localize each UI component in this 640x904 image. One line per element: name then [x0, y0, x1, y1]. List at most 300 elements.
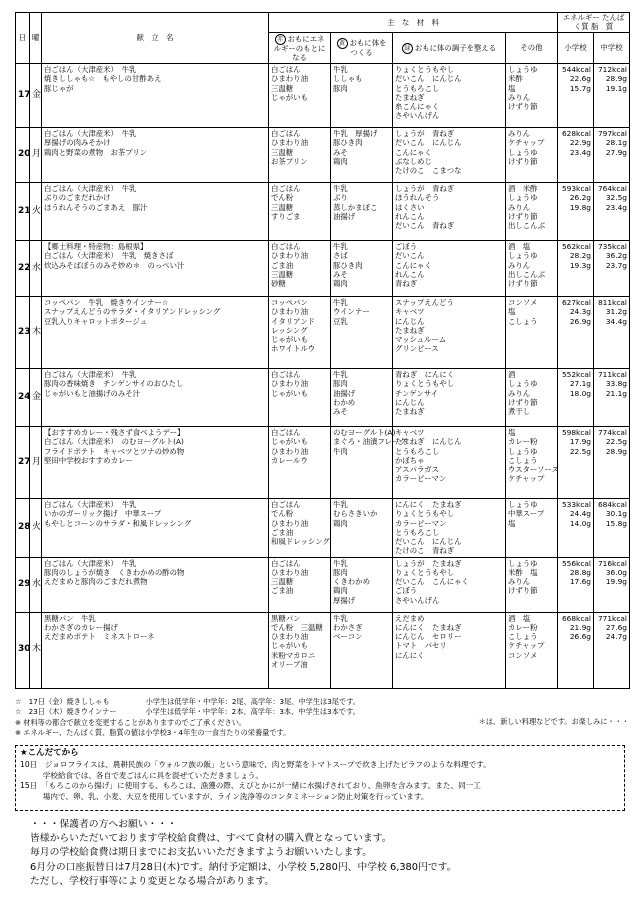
- row-red-item: ごま油: [271, 260, 294, 270]
- row-green: [393, 128, 506, 183]
- row-elementary: [558, 369, 594, 427]
- row-day: 27: [16, 427, 30, 499]
- row-dishes: [42, 297, 269, 369]
- row-other: [506, 183, 558, 241]
- menu-row: [16, 241, 630, 297]
- row-dishes-item: フライドポテト キャベツとツナの炒め物: [44, 446, 185, 456]
- row-red-item: でん粉: [271, 509, 294, 519]
- row-other-item: 塩: [508, 83, 516, 93]
- row-yellow-item: わかさぎ: [333, 622, 363, 632]
- row-elementary: [558, 128, 594, 183]
- row-elementary-value: 21.9g: [569, 622, 591, 632]
- row-junior-value: 22.5g: [605, 437, 627, 447]
- row-green-item: えだまめ: [395, 613, 425, 623]
- row-red-item: イタリアンド: [271, 316, 316, 326]
- row-green-item: カラーピーマン: [395, 474, 447, 484]
- row-elementary-value: 593kcal: [561, 184, 591, 194]
- row-day: 23: [16, 297, 30, 369]
- row-dishes-item: 白ごはん（大津産米） 牛乳: [44, 500, 137, 510]
- row-green-item: ごぼう: [395, 586, 418, 596]
- row-dishes-item: 鶏肉と野菜の煮物 お茶プリン: [44, 147, 148, 157]
- row-day: 21: [16, 183, 30, 241]
- row-junior: [594, 183, 630, 241]
- row-other-item: 酒 米酢: [508, 184, 538, 194]
- row-dishes-item: えだまめポテト ミネストローネ: [44, 632, 155, 642]
- row-green: [393, 499, 506, 558]
- row-red-item: ひまわり油: [271, 251, 308, 261]
- row-dow: 木: [30, 297, 42, 369]
- row-yellow-item: ウインナー: [333, 307, 370, 317]
- row-elementary-value: 26.2g: [569, 193, 591, 203]
- row-junior-value: 28.1g: [605, 138, 627, 148]
- row-dow: 水: [30, 241, 42, 297]
- row-green-item: だいこん にんじん: [395, 537, 462, 547]
- row-dishes-item: 白ごはん（大津産米） 牛乳 焼きさば: [44, 251, 174, 261]
- row-other-item: こしょう: [508, 455, 538, 465]
- row-green-item: りょくとうもやし: [395, 65, 455, 75]
- row-green-item: ごぼう: [395, 242, 418, 252]
- row-green-item: にんにく たまねぎ: [395, 622, 462, 632]
- row-red: [269, 183, 331, 241]
- row-green-item: キャベツ: [395, 307, 425, 317]
- row-red-item: 三温糖: [271, 147, 294, 157]
- row-yellow-item: 鶏肉: [333, 279, 348, 289]
- row-dishes: [42, 499, 269, 558]
- row-yellow-item: 牛乳: [333, 370, 348, 380]
- row-yellow: [331, 427, 407, 499]
- row-red-item: ごま油: [271, 586, 294, 596]
- row-green-item: 青ねぎ: [395, 279, 418, 289]
- row-other-item: 酒 塩: [508, 242, 531, 252]
- row-dishes-item: 白ごはん（大津産米） 牛乳: [44, 558, 137, 568]
- row-red-item: ごま油: [271, 527, 294, 537]
- row-elementary-value: 24.3g: [569, 307, 591, 317]
- row-yellow-item: むらさきいか: [333, 509, 378, 519]
- row-green-item: りょくとうもやし: [395, 567, 455, 577]
- row-other: [506, 241, 558, 297]
- row-yellow-item: さば: [333, 251, 348, 261]
- row-elementary-value: 627kcal: [561, 298, 591, 308]
- row-dow: 金: [30, 64, 42, 128]
- row-other-item: 煮干し: [508, 407, 531, 417]
- row-red-item: 白ごはん: [271, 184, 301, 194]
- menu-row: [16, 557, 630, 612]
- green-group-icon: 緑: [402, 43, 413, 54]
- row-dishes: [42, 427, 269, 499]
- row-red: [269, 241, 331, 297]
- row-dishes-item: コッペパン 牛乳 焼きウインナー☆: [44, 298, 169, 308]
- row-other: [506, 427, 558, 499]
- row-junior: [594, 557, 630, 612]
- box-title: ★こんだてから: [20, 748, 79, 758]
- row-dishes-item: スナップえんどうのサラダ・イタリアンドレッシング: [44, 307, 221, 317]
- row-elementary-value: 533kcal: [561, 500, 591, 510]
- row-green-item: 糸こんにゃく: [395, 102, 440, 112]
- row-dishes-item: 白ごはん（大津産米） 牛乳: [44, 65, 137, 75]
- header-menu: 献 立 名: [42, 13, 269, 64]
- row-red-item: ひまわり油: [271, 138, 308, 148]
- row-elementary-value: 552kcal: [561, 370, 591, 380]
- header-group-yellow: 黄 おもに体をつくる: [331, 33, 393, 64]
- row-yellow-item: 牛乳: [333, 558, 348, 568]
- row-elementary: [558, 427, 594, 499]
- request-title: ・・・保護者の方へお願い・・・: [30, 819, 177, 830]
- row-other-item: しょうゆ: [508, 65, 538, 75]
- row-elementary-value: 17.9g: [569, 437, 591, 447]
- row-junior-value: 811kcal: [597, 298, 627, 308]
- row-elementary-value: 562kcal: [561, 242, 591, 252]
- row-elementary-value: 598kcal: [561, 428, 591, 438]
- menu-notes-box: [15, 745, 625, 811]
- row-green-item: トマト パセリ: [395, 641, 447, 651]
- row-other-item: みりん: [508, 388, 531, 398]
- row-elementary-value: 544kcal: [561, 65, 591, 75]
- row-red-item: じゃがいも: [271, 437, 308, 447]
- row-yellow: [331, 183, 393, 241]
- row-red-item: じゃがいも: [271, 335, 308, 345]
- row-junior: [594, 64, 630, 128]
- row-dishes-item: もやしとコーンのサラダ・和風ドレッシング: [44, 518, 192, 528]
- row-other-item: 中華スープ: [508, 509, 545, 519]
- header-nutrition: エネルギー たんぱく質 脂 質: [558, 13, 630, 33]
- row-yellow-item: 豚肉: [333, 379, 348, 389]
- row-yellow: [331, 64, 393, 128]
- row-dishes: [42, 612, 269, 688]
- row-green-item: はくさい: [395, 202, 425, 212]
- row-red-item: ひまわり油: [271, 632, 308, 642]
- row-junior: [594, 297, 630, 369]
- row-other-item: 米酢: [508, 74, 523, 84]
- row-day: 17: [16, 64, 30, 128]
- row-elementary: [558, 183, 594, 241]
- row-green-item: しょうが 青ねぎ: [395, 129, 455, 139]
- row-dishes-item: 黒糖パン 牛乳: [44, 613, 96, 623]
- row-junior-value: 27.6g: [605, 622, 627, 632]
- row-green-item: たけのこ こまつな: [395, 166, 462, 176]
- row-green-item: にんじん: [395, 397, 425, 407]
- request-line: 6月分の口座振替日は7月28日(木)です。納付予定額は、小学校 5,280円、中学校 6,380円です。: [30, 861, 457, 873]
- row-green: [393, 241, 506, 297]
- row-red-item: 白ごはん: [271, 558, 301, 568]
- row-dishes: [42, 183, 269, 241]
- row-red-item: すりごま: [271, 211, 301, 221]
- row-other-item: 出しこんぶ: [508, 221, 545, 231]
- row-day: 22: [16, 241, 30, 297]
- row-elementary-value: 15.7g: [569, 83, 591, 93]
- row-junior-value: 21.1g: [605, 388, 627, 398]
- row-dishes-item: 豚肉の香味焼き チンゲンサイのおひたし: [44, 379, 184, 389]
- row-day: 29: [16, 557, 30, 612]
- row-elementary-value: 668kcal: [561, 613, 591, 623]
- row-red-item: カレールウ: [271, 455, 308, 465]
- row-red-item: 砂糖: [271, 279, 286, 289]
- menu-table: [15, 12, 630, 689]
- row-red-item: 三温糖: [271, 83, 294, 93]
- row-junior-value: 30.1g: [605, 509, 627, 519]
- row-green-item: 青ねぎ にんにく: [395, 370, 455, 380]
- row-junior: [594, 612, 630, 688]
- row-other-item: しょうゆ: [508, 446, 538, 456]
- row-other-item: コンソメ: [508, 298, 538, 308]
- row-junior-value: 19.1g: [605, 83, 627, 93]
- row-green-item: だいこん こんにゃく: [395, 577, 469, 587]
- row-green-item: たけのこ 青ねぎ: [395, 546, 455, 556]
- row-yellow-item: 鶏肉: [333, 586, 348, 596]
- menu-row: [16, 128, 630, 183]
- row-other-item: けずり節: [508, 586, 538, 596]
- row-other-item: けずり節: [508, 102, 538, 112]
- row-green: [393, 557, 506, 612]
- row-other-item: しょうゆ: [508, 500, 538, 510]
- row-dishes-item: 豆乳入りキャロットポタージュ: [44, 316, 148, 326]
- row-other-item: しょうゆ: [508, 251, 538, 261]
- row-other-item: ウスターソース: [508, 465, 559, 475]
- row-red: [269, 297, 331, 369]
- row-other-item: カレー粉: [508, 622, 538, 632]
- row-other-item: けずり節: [508, 211, 538, 221]
- row-elementary-value: 26.6g: [569, 632, 591, 642]
- row-elementary-value: 22.6g: [569, 74, 591, 84]
- row-junior-value: 684kcal: [597, 500, 627, 510]
- yellow-group-icon: 黄: [337, 38, 348, 49]
- row-other-item: しょうゆ: [508, 558, 538, 568]
- row-junior-value: 24.7g: [605, 632, 627, 642]
- row-red-item: 白ごはん: [271, 500, 301, 510]
- row-junior-value: 735kcal: [597, 242, 627, 252]
- row-red: [269, 499, 331, 558]
- row-green-item: だいこん: [395, 251, 425, 261]
- new-dish-note: ＊は、新しい料理などです。お楽しみに・・・: [478, 717, 629, 726]
- row-dishes-item: ぶりのごまだれかけ: [44, 193, 111, 203]
- row-red-item: でん粉 三温糖: [271, 622, 323, 632]
- row-red-item: じゃがいも: [271, 92, 308, 102]
- row-other-item: みりん: [508, 260, 531, 270]
- row-red: [269, 64, 331, 128]
- row-red-item: でん粉: [271, 193, 294, 203]
- header-group-green: 緑 おもに体の調子を整える: [393, 33, 506, 64]
- row-red-item: コッペパン: [271, 298, 308, 308]
- header-group-red: 赤 おもにエネルギーのもとになる: [269, 33, 331, 64]
- row-yellow: [331, 297, 393, 369]
- row-red-item: ひまわり油: [271, 518, 308, 528]
- row-other-item: ケチャップ: [508, 641, 545, 651]
- row-dishes-item: わかさぎのカレー揚げ: [44, 622, 118, 632]
- row-junior-value: 28.9g: [605, 74, 627, 84]
- row-junior-value: 716kcal: [597, 558, 627, 568]
- row-green-item: さやいんげん: [395, 595, 440, 605]
- row-yellow-item: まぐろ・油漬フレーク: [333, 437, 407, 447]
- row-red-item: 白ごはん: [271, 129, 301, 139]
- row-green-item: こんにゃく: [395, 260, 432, 270]
- row-red-item: 三温糖: [271, 269, 294, 279]
- row-junior-value: 36.0g: [605, 567, 627, 577]
- row-other-item: みりん: [508, 129, 531, 139]
- row-green-item: スナップえんどう: [395, 298, 454, 308]
- row-green-item: チンゲンサイ: [395, 388, 439, 398]
- row-green-item: りょくとうもやし: [395, 509, 455, 519]
- row-yellow-item: くきわかめ: [333, 577, 370, 587]
- row-yellow-item: 鶏肉: [333, 156, 348, 166]
- row-junior-value: 771kcal: [597, 613, 627, 623]
- row-junior-value: 764kcal: [597, 184, 627, 194]
- note-line: ☆ 23日（木）焼きウインナー 小学生は低学年・中学年：2本、高学年：3本、中学生は3本です。: [15, 707, 360, 717]
- row-elementary-value: 26.9g: [569, 316, 591, 326]
- row-yellow: [331, 612, 393, 688]
- row-yellow-item: わかめ: [333, 397, 356, 407]
- row-dow: 火: [30, 183, 42, 241]
- row-dishes-item: ほうれんそうのごまあえ 豚汁: [44, 202, 148, 212]
- menu-row: [16, 64, 630, 128]
- row-junior: [594, 499, 630, 558]
- row-elementary: [558, 557, 594, 612]
- red-group-icon: 赤: [275, 34, 286, 45]
- header-ingredients: 主 な 材 料: [269, 13, 558, 33]
- row-dishes-item: 堅田中学校おすすめカレー: [44, 455, 133, 465]
- row-day: 20: [16, 128, 30, 183]
- row-red-item: 和風ドレッシング: [271, 537, 330, 547]
- header-other: その他: [506, 33, 558, 64]
- row-green-item: れんこん: [395, 269, 425, 279]
- row-junior-value: 19.9g: [605, 577, 627, 587]
- row-dishes-item: じゃがいもと油揚げのみそ汁: [44, 388, 141, 398]
- row-green-item: れんこん: [395, 211, 425, 221]
- row-elementary-value: 19.8g: [569, 202, 591, 212]
- row-yellow-item: のむヨーグルト(A): [333, 428, 396, 438]
- row-other-item: しょうゆ: [508, 379, 538, 389]
- row-dishes: [42, 128, 269, 183]
- row-yellow-item: 牛乳: [333, 298, 348, 308]
- row-other-item: けずり節: [508, 156, 538, 166]
- row-junior-value: 711kcal: [597, 370, 627, 380]
- row-green-item: さやいんげん: [395, 111, 440, 121]
- row-green-item: とうもろこし: [395, 446, 440, 456]
- row-red-item: じゃがいも: [271, 641, 308, 651]
- row-day: 30: [16, 612, 30, 688]
- row-elementary-value: 19.3g: [569, 260, 591, 270]
- row-elementary-value: 24.4g: [569, 509, 591, 519]
- row-other-item: しょうゆ: [508, 147, 538, 157]
- row-other-item: こしょう: [508, 632, 538, 642]
- row-elementary-value: 18.0g: [569, 388, 591, 398]
- row-green-item: とうもろこし: [395, 83, 440, 93]
- row-dishes-item: 白ごはん（大津産米） のむヨーグルト(A): [44, 437, 184, 447]
- box-line: 学校給食では、各自で麦ごはんに具を混ぜていただきましょう。: [20, 770, 263, 780]
- row-red: [269, 427, 331, 499]
- row-yellow: [331, 128, 393, 183]
- row-elementary-value: 28.2g: [569, 251, 591, 261]
- row-red-item: 三温糖: [271, 202, 294, 212]
- row-elementary: [558, 499, 594, 558]
- row-red-item: ホワイトルウ: [271, 344, 316, 354]
- row-junior-value: 34.4g: [605, 316, 627, 326]
- row-green-item: りょくとうもやし: [395, 379, 455, 389]
- row-dishes-item: 豚肉のしょうが焼き くきわかめの酢の物: [44, 567, 185, 577]
- box-line: 15日 「もろこのから揚げ」に使用する、もろこは、漁獲の際、えびとかにが一緒に水揚げされており、魚卵を含みます。また、同一工: [20, 781, 481, 791]
- header-day: 日: [16, 13, 30, 64]
- row-red: [269, 369, 331, 427]
- row-yellow-item: 鶏肉: [333, 518, 348, 528]
- row-dishes-item: 炊込みそばぼうのみそ炒め＊ のっぺい汁: [44, 260, 185, 270]
- row-yellow-item: 牛肉: [333, 446, 348, 456]
- row-dow: 木: [30, 612, 42, 688]
- row-yellow-item: 豚肉: [333, 83, 348, 93]
- row-green: [393, 64, 506, 128]
- row-green-item: グリンピース: [395, 344, 439, 354]
- row-red-item: ひまわり油: [271, 567, 308, 577]
- row-dishes-item: 白ごはん（大津産米） 牛乳: [44, 129, 137, 139]
- row-yellow-item: 牛乳 厚揚げ: [333, 129, 378, 139]
- row-elementary-value: 28.8g: [569, 567, 591, 577]
- row-junior-value: 28.9g: [605, 446, 627, 456]
- row-red: [269, 557, 331, 612]
- row-green-item: だいこん にんじん: [395, 74, 462, 84]
- menu-row: [16, 183, 630, 241]
- row-elementary: [558, 297, 594, 369]
- parent-request: [30, 818, 630, 889]
- row-green-item: たまねぎ: [395, 325, 425, 335]
- row-green: [393, 369, 506, 427]
- row-green-item: にんにく たまねぎ: [395, 500, 462, 510]
- row-green-item: にんじん: [395, 316, 425, 326]
- row-green-item: ほうれんそう: [395, 193, 440, 203]
- row-junior-value: 15.8g: [605, 518, 627, 528]
- row-dishes-item: 白ごはん（大津産米） 牛乳: [44, 370, 137, 380]
- row-green-item: だいこん にんじん: [395, 138, 462, 148]
- row-junior-value: 774kcal: [597, 428, 627, 438]
- menu-row: [16, 499, 630, 558]
- row-yellow-item: ぶり: [333, 193, 348, 203]
- header-dow: 曜: [30, 13, 42, 64]
- notes: [15, 697, 629, 739]
- row-junior-value: 36.2g: [605, 251, 627, 261]
- row-yellow-item: みそ: [333, 269, 348, 279]
- row-dishes-item: 厚揚げの肉みそかけ: [44, 138, 111, 148]
- row-dow: 月: [30, 427, 42, 499]
- row-green-item: カラーピーマン: [395, 518, 447, 528]
- row-other-item: けずり節: [508, 397, 538, 407]
- row-green-item: マッシュルーム: [395, 335, 447, 345]
- row-red: [269, 128, 331, 183]
- header-junior: 中学校: [594, 33, 630, 64]
- request-line: 毎月の学校給食費は期日までにお支払いいただきますようお願いいたします。: [30, 847, 373, 859]
- row-green-item: たまねぎ にんじん: [395, 437, 462, 447]
- row-junior-value: 797kcal: [597, 129, 627, 139]
- row-red-item: 白ごはん: [271, 428, 301, 438]
- row-junior-value: 23.4g: [605, 202, 627, 212]
- row-dishes-item: 【おすすめカレー・残さず食べようデー】: [44, 428, 185, 438]
- row-junior: [594, 369, 630, 427]
- row-other: [506, 64, 558, 128]
- row-dishes-item: 白ごはん（大津産米） 牛乳: [44, 184, 137, 194]
- note-line: ※ エネルギー、たんぱく質、脂質の値は小学校3・4年生の一食当たりの栄養量です。: [15, 728, 291, 738]
- row-green-item: たまねぎ: [395, 407, 425, 417]
- row-elementary-value: 628kcal: [561, 129, 591, 139]
- row-elementary: [558, 64, 594, 128]
- row-junior-value: 31.2g: [605, 307, 627, 317]
- row-yellow-item: 豚ひき肉: [333, 138, 363, 148]
- menu-row: [16, 297, 630, 369]
- row-junior-value: 27.9g: [605, 147, 627, 157]
- row-day: 24: [16, 369, 30, 427]
- request-line: ただし、学校行事等により変更となる場合があります。: [30, 875, 275, 887]
- row-dishes-item: 焼きししゃも☆ もやしの甘酢あえ: [44, 74, 162, 84]
- row-other-item: カレー粉: [508, 437, 538, 447]
- row-yellow-item: 牛乳: [333, 613, 348, 623]
- row-yellow-item: 蒸しかまぼこ: [333, 202, 378, 212]
- row-other-item: しょうゆ: [508, 193, 538, 203]
- row-dishes: [42, 557, 269, 612]
- row-yellow-item: みそ: [333, 407, 348, 417]
